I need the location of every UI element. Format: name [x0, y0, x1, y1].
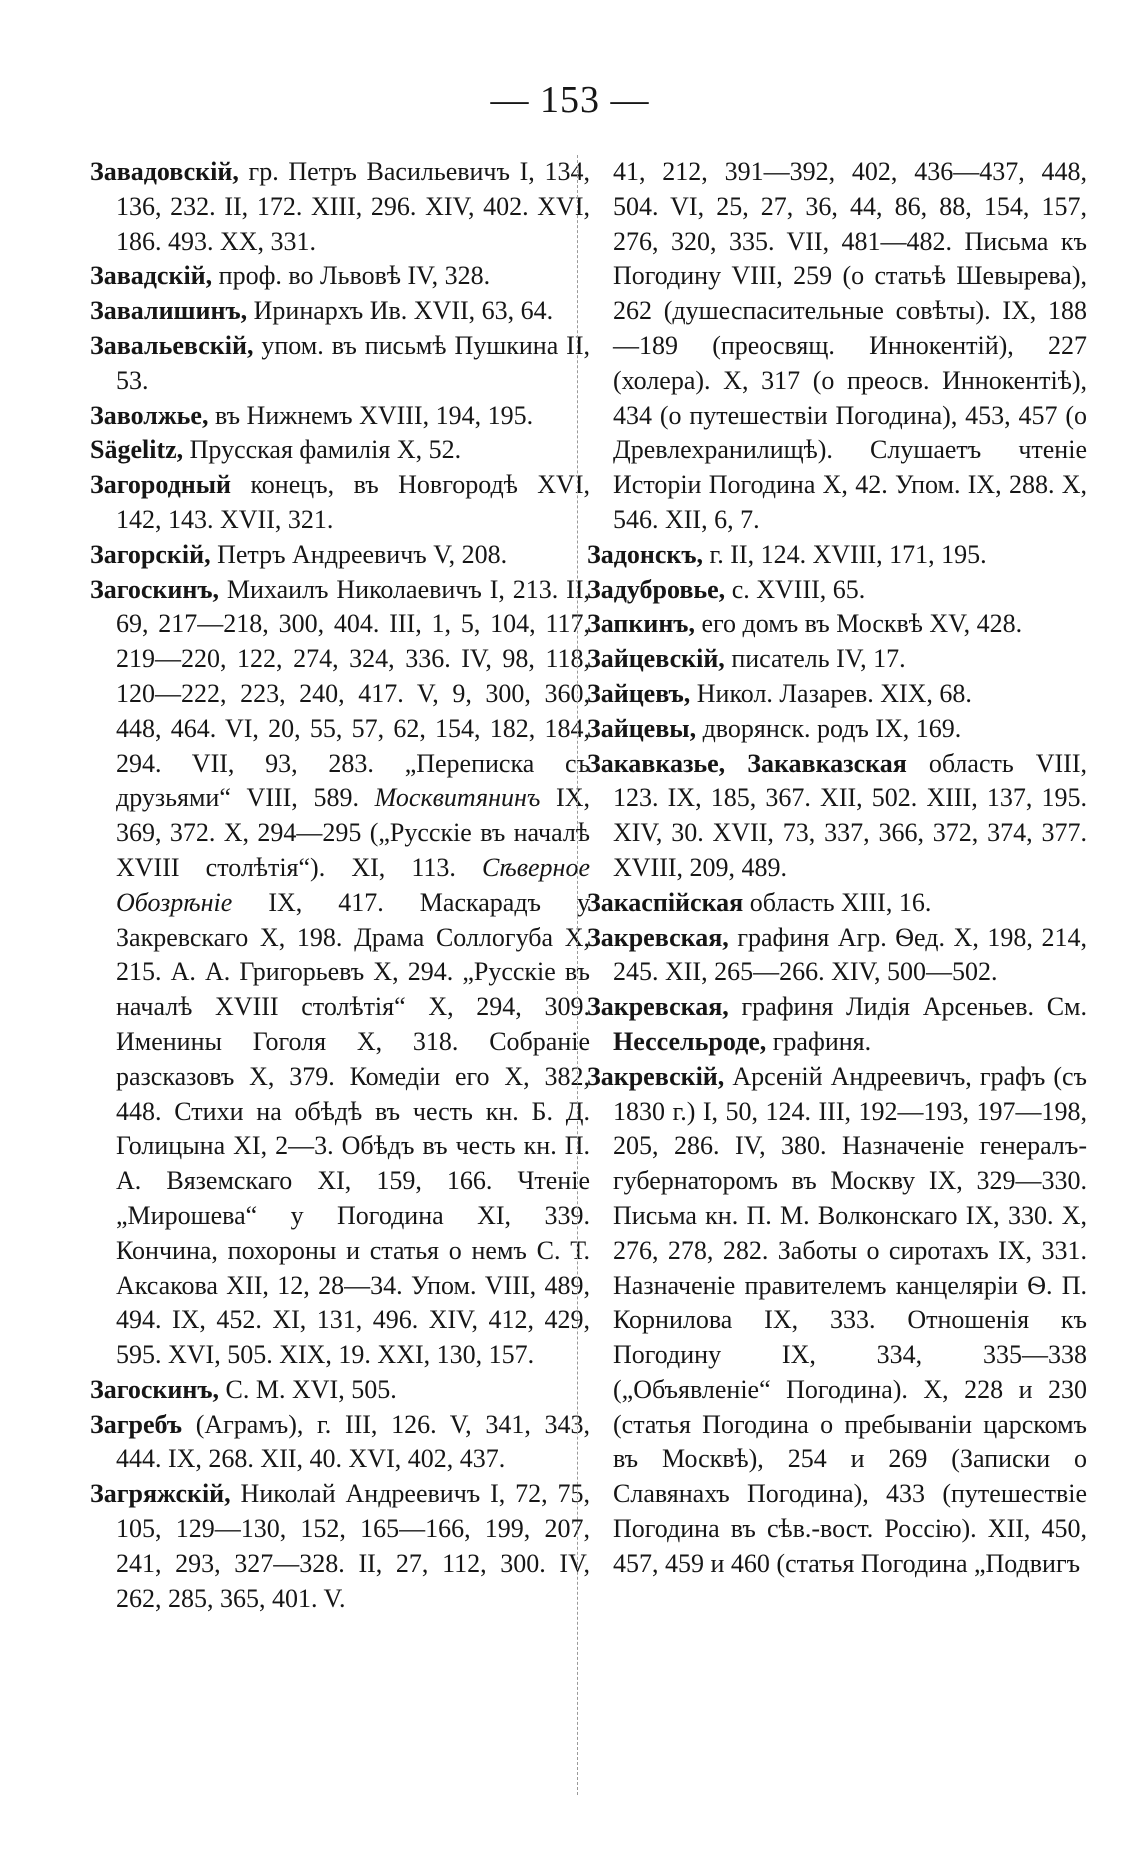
entry-headword: Запкинъ,: [587, 609, 695, 639]
index-entry: [587, 538, 1087, 573]
entry-headword: Закревская,: [587, 922, 729, 952]
entry-headword: Зайцевъ,: [587, 678, 691, 708]
entry-text: с. XVIII, 65.: [725, 574, 866, 604]
entry-text: (Аграмъ), г. III, 126. V, 341, 343, 444. IX, 268. XII, 40. XVI, 402, 437.: [116, 1409, 590, 1474]
index-entry: [587, 573, 1087, 608]
entry-headword: Зайцевы,: [587, 713, 697, 743]
index-entry: [90, 468, 590, 538]
entry-text: Петръ Андреевичъ V, 208.: [210, 539, 508, 569]
index-entry: [587, 607, 1087, 642]
index-entry: [90, 329, 590, 399]
entry-text: область XIII, 16.: [743, 887, 932, 917]
index-entry: [587, 747, 1087, 886]
entry-headword: Загорскій,: [90, 539, 211, 569]
index-entry-continuation: [587, 155, 1087, 538]
index-entry: [587, 886, 1087, 921]
entry-text: конецъ, въ Новгородѣ XVI, 142, 143. XVII, 321.: [116, 470, 590, 534]
entry-headword: Завальевскій,: [90, 330, 254, 360]
entry-text: IX, 417. Маскарадъ у Закревскаго X, 198. Драма Соллогуба X, 215. А. А. Григорьевъ X, 294. „Русскіе въ началѣ XVIII столѣтія“ X, 294, 309. Именины Гоголя X, 318. Собраніе разсказовъ X, 379. Комедіи его X, 382, 448. Стихи на обѣдѣ въ честь кн. Б. Д. Голицына XI, 2—3. Обѣдъ въ честь кн. П. А. Вяземскаго XI, 159, 166. Чтеніе „Мирошева“ у Погодина XI, 339. Кончина, похороны и статья о немъ С. Т. Аксакова XII, 12, 28—34. Упом. VIII, 489, 494. IX, 452. XI, 131, 496. XIV, 412, 429, 595. XVI, 505. XIX, 19. XXI, 130, 157.: [116, 887, 590, 1370]
entry-headword: Закаспійская: [587, 887, 744, 917]
entry-italic-title: Сѣверное Обозрѣніе: [116, 852, 590, 917]
entry-headword: Заволжье,: [90, 400, 209, 430]
entry-text: 41, 212, 391—392, 402, 436—437, 448, 504. VI, 25, 27, 36, 44, 86, 88, 154, 157, 276, 320, 335. VII, 481—482. Письма къ Погодину VIII, 259 (о статьѣ Шевырева), 262 (душеспасительные совѣты). IX, 188—189 (преосвящ. Иннокентій), 227 (холера). X, 317 (о преосв. Иннокентіѣ), 434 (о путешествіи Погодина), 453, 457 (о Древлехранилищѣ). Слушаетъ чтеніе Исторіи Погодина X, 42. Упом. IX, 288. X, 546. XII, 6, 7.: [613, 157, 1087, 534]
index-entry: [587, 921, 1087, 991]
left-column: [90, 155, 590, 1616]
entry-text: Арсеній Андреевичъ, графъ (съ 1830 г.) I, 50, 124. III, 192—193, 197—198, 205, 286. IV, 380. Назначеніе генералъ-губернаторомъ въ Москву IX, 329—330. Письма кн. П. М. Волконскаго IX, 330. X, 276, 278, 282. Заботы о сиротахъ IX, 331. Назначеніе правителемъ канцеляріи Ѳ. П. Корнилова IX, 333. Отношенія къ Погодину IX, 334, 335—338 („Объявленіе“ Погодина). X, 228 и 230 (статья Погодина о пребываніи царскомъ въ Москвѣ), 254 и 269 (Записки о Славянахъ Погодина), 433 (путешествіе Погодина въ сѣв.-вост. Россію). XII, 450, 457, 459 и 460 (статья Погодина „Подвигъ: [613, 1061, 1087, 1578]
entry-text: въ Нижнемъ XVIII, 194, 195.: [208, 400, 534, 430]
entry-headword: Завадскій,: [90, 261, 213, 291]
index-entry: [90, 1477, 590, 1616]
entry-headword: Задонскъ,: [587, 539, 704, 569]
entry-headword: Загородный: [90, 470, 232, 500]
index-entry: [90, 538, 590, 573]
entry-text: IX, 369, 372. X, 294—295 („Русскіе въ началѣ XVIII столѣтія“). XI, 113.: [116, 783, 590, 882]
entry-text: Никол. Лазарев. XIX, 68.: [690, 678, 972, 708]
entry-cross-reference: Нессельроде,: [613, 1026, 767, 1056]
entry-text: писатель IV, 17.: [724, 644, 906, 674]
index-entry: [587, 642, 1087, 677]
entry-headword: Загоскинъ,: [90, 574, 220, 604]
entry-text: гр. Петръ Васильевичъ I, 134, 136, 232. II, 172. XIII, 296. XIV, 402. XVI, 186. 493. XX, 331.: [116, 157, 590, 256]
entry-text: графиня.: [766, 1026, 872, 1056]
entry-text: область VIII, 123. IX, 185, 367. XII, 502. XIII, 137, 195. XIV, 30. XVII, 73, 337, 366, 372, 374, 377. XVIII, 209, 489.: [613, 748, 1088, 882]
entry-text: графиня Лидія Арсеньев. См.: [728, 992, 1087, 1022]
index-entry: [90, 294, 590, 329]
index-entry: [90, 1408, 590, 1478]
entry-headword: Sägelitz,: [90, 435, 184, 465]
index-entry: [90, 155, 590, 259]
entry-headword: Закревская,: [587, 992, 729, 1022]
entry-text: Иринархъ Ив. XVII, 63, 64.: [247, 296, 554, 326]
entry-text: Прусская фамилія X, 52.: [183, 435, 462, 465]
right-column: [587, 155, 1087, 1582]
index-entry: [90, 1373, 590, 1408]
entry-headword: Завадовскій,: [90, 157, 239, 186]
index-entry: [587, 677, 1087, 712]
entry-text: проф. во Львовѣ IV, 328.: [212, 261, 491, 291]
entry-text: упом. въ письмѣ Пушкина II, 53.: [116, 330, 590, 395]
entry-headword: Закавказье, Закавказская: [587, 748, 907, 778]
entry-headword: Завалишинъ,: [90, 296, 248, 326]
entry-headword: Закревскій,: [587, 1061, 725, 1091]
page-number: — 153 —: [490, 79, 650, 121]
entry-headword: Задубровье,: [587, 574, 726, 604]
index-entry: [90, 399, 590, 434]
index-entry: [90, 433, 590, 468]
entry-text: С. М. XVI, 505.: [219, 1374, 397, 1404]
entry-headword: Загоскинъ,: [90, 1374, 220, 1404]
index-entry: [587, 712, 1087, 747]
entry-headword: Загряжскій,: [90, 1479, 231, 1509]
entry-text: Николай Андреевичъ I, 72, 75, 105, 129—130, 152, 165—166, 199, 207, 241, 293, 327—328. II, 27, 112, 300. IV, 262, 285, 365, 401. V.: [116, 1479, 590, 1613]
index-entry: [587, 1060, 1087, 1582]
entry-text: г. II, 124. XVIII, 171, 195.: [703, 539, 987, 569]
column-divider: [577, 155, 578, 1795]
entry-text: графиня Агр. Ѳед. X, 198, 214, 245. XII, 265—266. XIV, 500—502.: [613, 922, 1087, 987]
entry-italic-title: Москвитянинъ: [374, 783, 541, 813]
index-entry: [587, 990, 1087, 1060]
entry-headword: Зайцевскій,: [587, 644, 725, 674]
entry-headword: Загребъ: [90, 1409, 183, 1439]
index-entry: [90, 259, 590, 294]
entry-text: дворянск. родъ IX, 169.: [696, 713, 962, 743]
index-entry: [90, 573, 590, 1373]
entry-text: Михаилъ Николаевичъ I, 213. II, 69, 217—218, 300, 404. III, 1, 5, 104, 117, 219—220, 122, 274, 324, 336. IV, 98, 118, 120—222, 223, 240, 417. V, 9, 300, 360, 448, 464. VI, 20, 55, 57, 62, 154, 182, 184, 294. VII, 93, 283. „Переписка съ друзьями“ VIII, 589.: [116, 574, 590, 813]
entry-text: его домъ въ Москвѣ XV, 428.: [694, 609, 1023, 639]
